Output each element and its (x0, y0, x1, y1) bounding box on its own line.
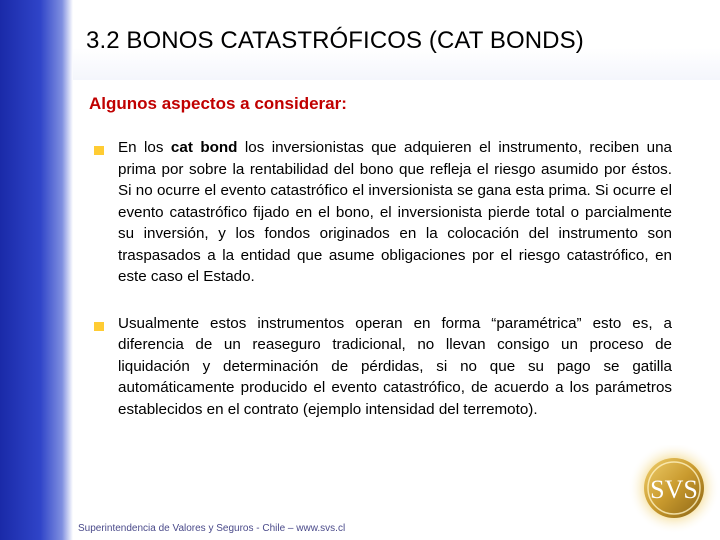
bullet-item-parametric (88, 313, 672, 421)
bullet-list (88, 137, 672, 420)
bullet-text-start: En los (118, 139, 171, 156)
footer-text: Superintendencia de Valores y Seguros - Chile – www.svs.cl (78, 523, 346, 534)
bullet-text: Usualmente estos instrumentos operan en forma “paramétrica” esto es, a diferencia de un reaseguro tradicional, no llevan consigo un proceso de liquidación y determinación de pérdidas, si no que su pago se gatilla automáticamente producido el evento catastrófico, de acuerdo a los parámetros establecidos en el contrato (ejemplo intensidad del terremoto). (118, 314, 672, 418)
square-bullet-icon (94, 322, 104, 331)
logo-text: SVS (650, 475, 698, 504)
bullet-text-rest: los inversionistas que adquieren el instrumento, reciben una prima por sobre la rentabilidad del bono que refleja el riesgo asumido por éstos. Si no ocurre el evento catastrófico el inversionista se gana esta prima. Si ocurre el evento catastrófico fijado en el bono, el inversionista pierde total o parcialmente su inversión, y los fondos originados en la colocación del instrumento son traspasados a la entidad que asume obligaciones por el riesgo catastrófico, en este caso el Estado. (118, 139, 673, 285)
bullet-text (118, 137, 672, 288)
bullet-item-cat-bond (88, 137, 672, 288)
slide-subtitle: Algunos aspectos a considerar: (89, 94, 347, 113)
bullet-keyword-cat-bond: cat bond (170, 139, 238, 156)
svs-logo-icon (612, 445, 720, 540)
square-bullet-icon (94, 146, 104, 155)
left-blue-band (0, 0, 73, 540)
slide-title: 3.2 BONOS CATASTRÓFICOS (CAT BONDS) (86, 27, 584, 54)
